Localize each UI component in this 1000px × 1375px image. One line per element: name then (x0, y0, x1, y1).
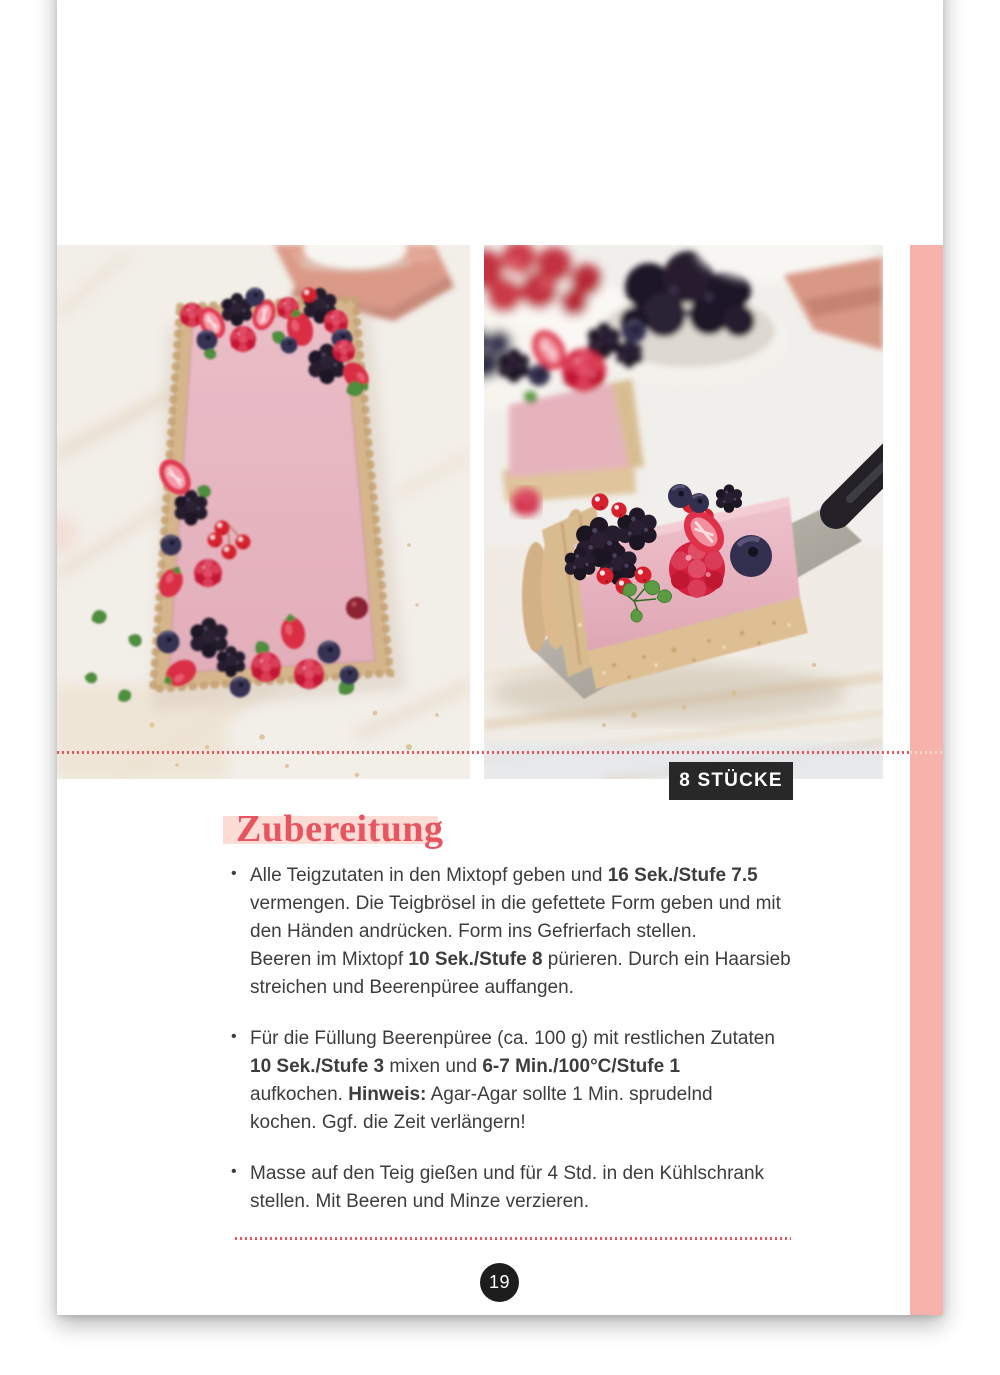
berry-tart-illustration (57, 245, 470, 779)
bullet-marker: • (231, 865, 237, 882)
section-title: Zubereitung (236, 808, 444, 850)
instruction-step-text: Für die Füllung Beerenpüree (ca. 100 g) mit restlichen Zutaten 10 Sek./Stufe 3 mixen und 6-7 Min./100°C/Stufe 1 aufkochen. Hinweis: Agar-Agar sollte 1 Min. sprudelnd kochen. Ggf. die Zeit verlängern! (250, 1028, 775, 1133)
instruction-step (231, 1025, 821, 1137)
tart-slice-illustration (484, 245, 883, 779)
dotted-separator-bottom (235, 1237, 791, 1240)
dotted-separator-top (57, 751, 910, 754)
servings-badge (669, 762, 793, 800)
white-bowl (299, 245, 411, 272)
dotted-separator-top-stripe-segment (910, 751, 943, 754)
instruction-step-text: Masse auf den Teig gießen und für 4 Std. in den Kühlschrank stellen. Mit Beeren und Minze verzieren. (250, 1163, 765, 1212)
photo-berry-tart-whole (57, 245, 470, 779)
photo-berry-tart-slice (484, 245, 883, 779)
accent-stripe (910, 245, 943, 1315)
bullet-marker: • (231, 1163, 237, 1180)
page-number: 19 (488, 1272, 511, 1292)
instruction-step-text: Alle Teigzutaten in den Mixtopf geben und 16 Sek./Stufe 7.5 vermengen. Die Teigbrösel in die gefettete Form geben und mit den Händen andrücken. Form ins Gefrierfach stellen. Beeren im Mixtopf 10 Sek./Stufe 8 pürieren. Durch ein Haarsieb streichen und Beerenpüree auffangen. (250, 865, 791, 998)
servings-badge-label: 8 STÜCKE (679, 770, 783, 791)
instructions-list (231, 862, 821, 1239)
bullet-marker: • (231, 1028, 237, 1045)
instruction-step (231, 1160, 821, 1216)
page-number-badge (480, 1263, 519, 1302)
instruction-step (231, 862, 821, 1002)
